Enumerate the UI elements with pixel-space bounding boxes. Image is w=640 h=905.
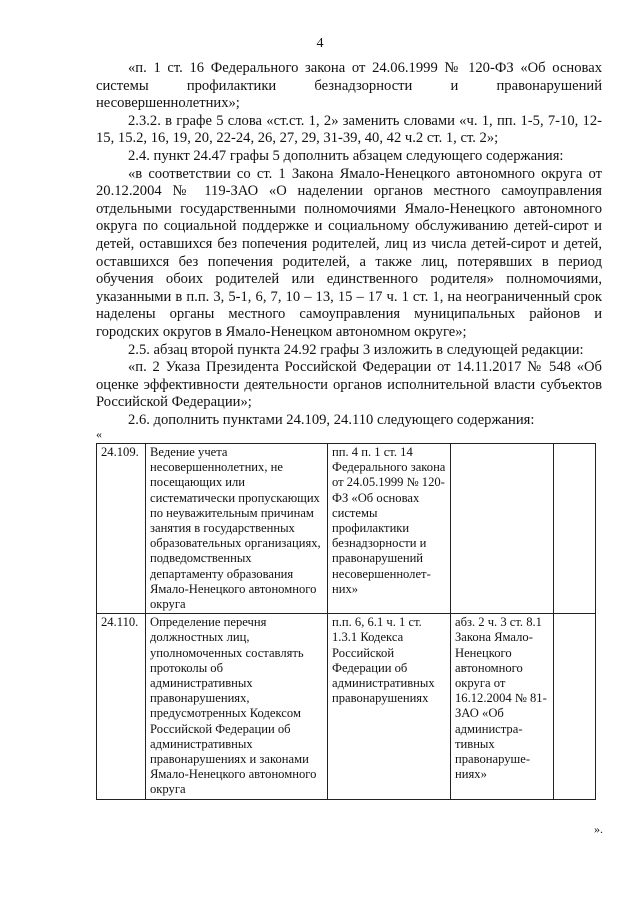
paragraph-1: «п. 1 ст. 16 Федерального закона от 24.06.1999 № 120-ФЗ «Об основах системы профилактики безнадзорности и правонарушений несовершеннолетних»; bbox=[96, 60, 602, 112]
regional-basis: абз. 2 ч. 3 ст. 8.1 Закона Ямало-Ненецкого автономного округа от 16.12.2004 № 81-ЗАО «Об администра-тивных правонаруше-ниях» bbox=[451, 614, 554, 799]
table-close-quote: ». bbox=[594, 822, 603, 836]
paragraph-2: 2.3.2. в графе 5 слова «ст.ст. 1, 2» заменить словами «ч. 1, пп. 1-5, 7-10, 12-15, 15.2, 16, 19, 20, 22-24, 26, 27, 29, 31-39, 40, 42 ч.2 ст. 1, ст. 2»; bbox=[96, 112, 602, 147]
federal-basis: п.п. 6, 6.1 ч. 1 ст. 1.3.1 Кодекса Российской Федерации об административных правонарушениях bbox=[328, 614, 451, 799]
paragraph-7: 2.6. дополнить пунктами 24.109, 24.110 следующего содержания: bbox=[128, 411, 535, 428]
paragraph-4: «в соответствии со ст. 1 Закона Ямало-Ненецкого автономного округа от 20.12.2004 № 119-ЗАО «О наделении органов местного самоуправления отдельными государственными полномочиями Ямало-Ненецкого автономного округа по социальной поддержке и социальному обслуживанию детей-сирот и детей, оставшихся без попечения родителей, лиц из числа детей-сирот и детей, оставшихся без попечения родителей, а также лиц, потерявших в период обучения обоих родителей или единственного родителя» полномочиями, указанными в п.п. 3, 5-1, 6, 7, 10 – 13, 15 – 17 ч. 1 ст. 1, на неограниченный срок наделены органы местного самоуправления муниципальных районов и городских округов в Ямало-Ненецком автономном округе»; bbox=[96, 165, 602, 340]
table-row bbox=[97, 614, 596, 799]
extra-cell bbox=[554, 614, 596, 799]
register-table bbox=[96, 443, 596, 800]
table-row bbox=[97, 444, 596, 614]
row-number: 24.110. bbox=[97, 614, 146, 799]
paragraph-6: «п. 2 Указа Президента Российской Федерации от 14.11.2017 № 548 «Об оценке эффективности деятельности органов исполнительной власти субъектов Российской Федерации»; bbox=[96, 359, 602, 411]
power-name: Определение перечня должностных лиц, уполномоченных составлять протоколы об административных правонарушениях, предусмотренных Кодексом Российской Федерации об административных правонарушениях и законами Ямало-Ненецкого автономного округа bbox=[146, 614, 328, 799]
federal-basis: пп. 4 п. 1 ст. 14 Федерального закона от 24.05.1999 № 120-ФЗ «Об основах системы профилактики безнадзорности и правонарушений несовершеннолет-них» bbox=[328, 444, 451, 614]
body-text bbox=[96, 60, 602, 429]
paragraph-5: 2.5. абзац второй пункта 24.92 графы 3 изложить в следующей редакции: bbox=[128, 341, 584, 358]
power-name: Ведение учета несовершеннолетних, не посещающих или систематически пропускающих по неуважительным причинам занятия в государственных образовательных организациях, подведомственных департаменту образования Ямало-Ненецкого автономного округа bbox=[146, 444, 328, 614]
extra-cell bbox=[554, 444, 596, 614]
page-number: 4 bbox=[316, 36, 324, 51]
paragraph-3: 2.4. пункт 24.47 графы 5 дополнить абзацем следующего содержания: bbox=[128, 147, 564, 164]
regional-basis bbox=[451, 444, 554, 614]
row-number: 24.109. bbox=[97, 444, 146, 614]
table-open-quote: « bbox=[96, 427, 102, 441]
